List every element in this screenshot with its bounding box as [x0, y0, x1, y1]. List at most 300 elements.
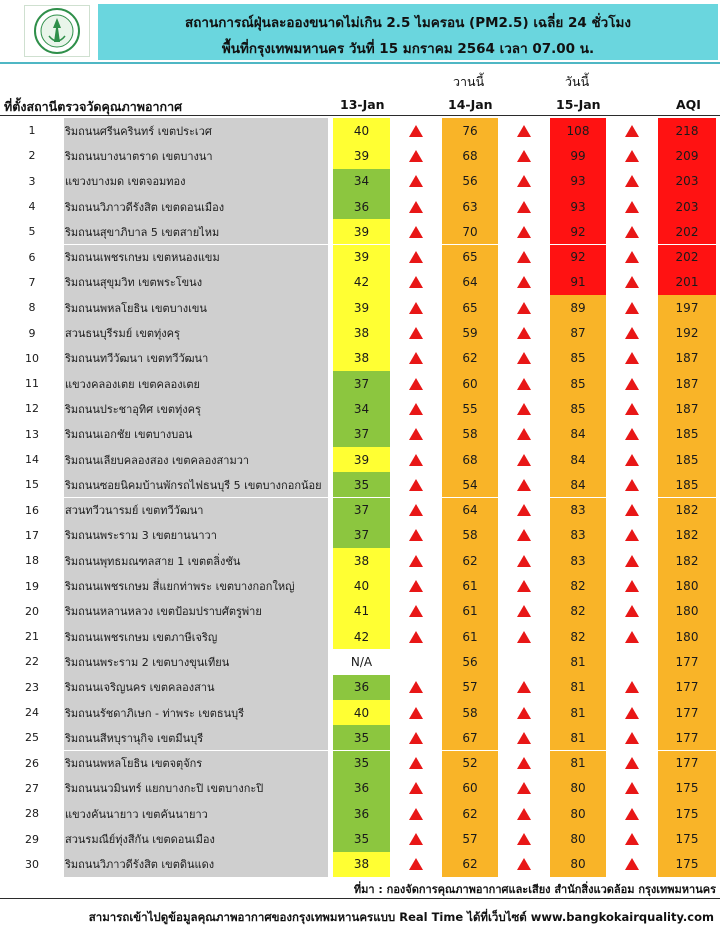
station-location: แขวงบางมด เขตจอมทอง [64, 169, 328, 194]
pm25-13-jan: 38 [333, 852, 390, 877]
triangle-up-icon [517, 555, 531, 567]
triangle-up-icon [625, 150, 639, 162]
trend-cell [390, 624, 442, 649]
aqi-value: 187 [658, 396, 716, 421]
pm25-13-jan: 37 [333, 498, 390, 523]
title-line-2: พื้นที่กรุงเทพมหานคร วันที่ 15 มกราคม 2564 เวลา 07.00 น. [221, 41, 595, 57]
trend-cell [498, 320, 550, 345]
column-header-13-jan: 13-Jan [340, 97, 385, 112]
pm25-13-jan: 35 [333, 472, 390, 497]
table-row [0, 498, 720, 523]
trend-cell [606, 295, 658, 320]
station-number: 25 [25, 731, 39, 745]
pm25-13-jan: 40 [333, 700, 390, 725]
triangle-up-icon [625, 428, 639, 440]
aqi-value: 177 [658, 649, 716, 674]
station-number: 14 [25, 453, 39, 467]
trend-cell [498, 143, 550, 168]
station-number: 1 [28, 124, 36, 138]
pm25-13-jan: 34 [333, 169, 390, 194]
trend-cell [498, 826, 550, 851]
trend-cell [606, 826, 658, 851]
trend-cell [498, 573, 550, 598]
aqi-value: 180 [658, 573, 716, 598]
pm25-15-jan: 81 [550, 649, 606, 674]
station-number: 15 [25, 478, 39, 492]
station-location: สวนธนบุรีรมย์ เขตทุ่งครุ [64, 320, 328, 345]
trend-cell [606, 219, 658, 244]
trend-cell [390, 295, 442, 320]
pm25-14-jan: 62 [442, 852, 498, 877]
triangle-up-icon [517, 757, 531, 769]
pm25-14-jan: 57 [442, 826, 498, 851]
triangle-up-icon [517, 201, 531, 213]
trend-cell [498, 725, 550, 750]
station-location: ริมถนนประชาอุทิศ เขตทุ่งครุ [64, 396, 328, 421]
station-location: ริมถนนเลียบคลองสอง เขตคลองสามวา [64, 447, 328, 472]
station-location: ริมถนนเพชรเกษม เขตภาษีเจริญ [64, 624, 328, 649]
pm25-15-jan: 108 [550, 118, 606, 143]
station-location: ริมถนนหลานหลวง เขตป้อมปราบศัตรูพ่าย [64, 599, 328, 624]
triangle-up-icon [517, 833, 531, 845]
trend-cell [390, 346, 442, 371]
triangle-up-icon [517, 605, 531, 617]
aqi-value: 182 [658, 523, 716, 548]
trend-cell [390, 675, 442, 700]
pm25-14-jan: 76 [442, 118, 498, 143]
triangle-up-icon [517, 125, 531, 137]
trend-cell [606, 624, 658, 649]
trend-cell [498, 700, 550, 725]
pm25-13-jan: N/A [333, 649, 390, 674]
triangle-up-icon [409, 403, 423, 415]
triangle-up-icon [625, 732, 639, 744]
pm25-15-jan: 80 [550, 801, 606, 826]
trend-cell [606, 523, 658, 548]
pm25-15-jan: 83 [550, 498, 606, 523]
station-number: 20 [25, 604, 39, 618]
pm25-15-jan: 85 [550, 371, 606, 396]
triangle-up-icon [625, 858, 639, 870]
triangle-up-icon [517, 580, 531, 592]
trend-cell [606, 422, 658, 447]
pm25-13-jan: 39 [333, 219, 390, 244]
trend-cell [606, 245, 658, 270]
pm25-13-jan: 42 [333, 270, 390, 295]
source-note: ที่มา : กองจัดการคุณภาพอากาศและเสียง สำนักสิ่งแวดล้อม กรุงเทพมหานคร [353, 883, 716, 896]
station-location: ริมถนนวิภาวดีรังสิต เขตดอนเมือง [64, 194, 328, 219]
aqi-value: 203 [658, 169, 716, 194]
station-location: ริมถนนพหลโยธิน เขตจตุจักร [64, 751, 328, 776]
pm25-13-jan: 36 [333, 675, 390, 700]
aqi-value: 201 [658, 270, 716, 295]
table-row [0, 219, 720, 244]
trend-cell [390, 700, 442, 725]
station-location: ริมถนนพหลโยธิน เขตบางเขน [64, 295, 328, 320]
triangle-up-icon [625, 226, 639, 238]
trend-cell [498, 270, 550, 295]
triangle-up-icon [409, 504, 423, 516]
pm25-15-jan: 83 [550, 523, 606, 548]
pm25-14-jan: 68 [442, 143, 498, 168]
trend-cell [498, 599, 550, 624]
triangle-up-icon [409, 732, 423, 744]
table-row [0, 472, 720, 497]
trend-cell [498, 624, 550, 649]
trend-cell [390, 498, 442, 523]
trend-cell [390, 801, 442, 826]
triangle-up-icon [625, 782, 639, 794]
pm25-15-jan: 82 [550, 624, 606, 649]
triangle-up-icon [625, 555, 639, 567]
pm25-14-jan: 64 [442, 498, 498, 523]
pm25-13-jan: 40 [333, 573, 390, 598]
pm25-14-jan: 61 [442, 573, 498, 598]
triangle-up-icon [625, 251, 639, 263]
trend-cell [606, 118, 658, 143]
pm25-13-jan: 34 [333, 396, 390, 421]
header [0, 0, 720, 62]
triangle-up-icon [409, 378, 423, 390]
triangle-up-icon [625, 479, 639, 491]
trend-cell [498, 801, 550, 826]
triangle-up-icon [517, 352, 531, 364]
aqi-value: 187 [658, 346, 716, 371]
station-number: 5 [28, 225, 36, 239]
pm25-13-jan: 39 [333, 295, 390, 320]
trend-cell [606, 194, 658, 219]
table-row [0, 776, 720, 801]
trend-cell [606, 396, 658, 421]
aqi-value: 182 [658, 498, 716, 523]
triangle-up-icon [409, 327, 423, 339]
aqi-value: 182 [658, 548, 716, 573]
pm25-15-jan: 92 [550, 219, 606, 244]
triangle-up-icon [625, 605, 639, 617]
pm25-14-jan: 59 [442, 320, 498, 345]
pm25-13-jan: 36 [333, 194, 390, 219]
trend-cell [606, 548, 658, 573]
aqi-value: 177 [658, 725, 716, 750]
pm25-13-jan: 42 [333, 624, 390, 649]
triangle-up-icon [625, 707, 639, 719]
station-number: 26 [25, 756, 39, 770]
trend-cell [498, 472, 550, 497]
table-row [0, 624, 720, 649]
trend-cell [390, 599, 442, 624]
triangle-up-icon [409, 580, 423, 592]
trend-cell [606, 776, 658, 801]
station-number: 29 [25, 832, 39, 846]
triangle-up-icon [625, 681, 639, 693]
aqi-value: 185 [658, 422, 716, 447]
triangle-up-icon [625, 327, 639, 339]
station-location: ริมถนนเพชรเกษม สี่แยกท่าพระ เขตบางกอกใหญ่ [64, 573, 328, 598]
triangle-up-icon [409, 681, 423, 693]
triangle-up-icon [625, 529, 639, 541]
pm25-15-jan: 99 [550, 143, 606, 168]
triangle-up-icon [625, 302, 639, 314]
trend-cell [498, 649, 550, 674]
aqi-value: 185 [658, 447, 716, 472]
trend-cell [498, 219, 550, 244]
pm25-14-jan: 57 [442, 675, 498, 700]
column-header-row [0, 92, 720, 116]
trend-cell [390, 548, 442, 573]
trend-cell [606, 472, 658, 497]
pm25-15-jan: 82 [550, 599, 606, 624]
triangle-up-icon [517, 302, 531, 314]
triangle-up-icon [409, 428, 423, 440]
trend-cell [606, 270, 658, 295]
pm25-13-jan: 35 [333, 826, 390, 851]
trend-cell [390, 523, 442, 548]
aqi-value: 180 [658, 599, 716, 624]
triangle-up-icon [409, 201, 423, 213]
pm25-15-jan: 91 [550, 270, 606, 295]
trend-cell [498, 498, 550, 523]
station-number: 17 [25, 528, 39, 542]
aqi-value: 177 [658, 675, 716, 700]
station-number: 11 [25, 377, 39, 391]
pm25-15-jan: 89 [550, 295, 606, 320]
pm25-14-jan: 56 [442, 169, 498, 194]
triangle-up-icon [409, 479, 423, 491]
trend-cell [498, 422, 550, 447]
triangle-up-icon [409, 833, 423, 845]
table-row [0, 422, 720, 447]
trend-cell [390, 447, 442, 472]
aqi-value: 187 [658, 371, 716, 396]
trend-cell [390, 219, 442, 244]
triangle-up-icon [517, 707, 531, 719]
table-row [0, 548, 720, 573]
station-location: ริมถนนพุทธมณฑลสาย 1 เขตตลิ่งชัน [64, 548, 328, 573]
aqi-value: 218 [658, 118, 716, 143]
triangle-up-icon [409, 125, 423, 137]
pm25-13-jan: 38 [333, 320, 390, 345]
triangle-up-icon [409, 605, 423, 617]
pm25-15-jan: 80 [550, 852, 606, 877]
table-row [0, 143, 720, 168]
pm25-15-jan: 85 [550, 346, 606, 371]
triangle-up-icon [409, 226, 423, 238]
triangle-up-icon [409, 454, 423, 466]
station-number: 7 [28, 275, 36, 289]
triangle-up-icon [625, 201, 639, 213]
pm25-15-jan: 82 [550, 573, 606, 598]
table-row [0, 700, 720, 725]
triangle-up-icon [625, 125, 639, 137]
pm25-14-jan: 55 [442, 396, 498, 421]
table-row [0, 573, 720, 598]
realtime-note: สามารถเข้าไปดูข้อมูลคุณภาพอากาศของกรุงเทพมหานครแบบ Real Time ได้ที่เว็บไซต์ www.bangkokairquality.com [88, 910, 714, 924]
aqi-value: 177 [658, 700, 716, 725]
trend-cell [498, 852, 550, 877]
station-location: ริมถนนพระราม 3 เขตยานนาวา [64, 523, 328, 548]
triangle-up-icon [625, 504, 639, 516]
footer-divider [0, 898, 720, 899]
trend-cell [498, 548, 550, 573]
trend-cell [498, 675, 550, 700]
aqi-value: 175 [658, 852, 716, 877]
bangkok-seal-icon [24, 5, 90, 57]
trend-cell [390, 118, 442, 143]
triangle-up-icon [409, 251, 423, 263]
table-row [0, 675, 720, 700]
trend-cell [498, 346, 550, 371]
trend-cell [606, 675, 658, 700]
station-number: 2 [28, 149, 36, 163]
station-location: แขวงคันนายาว เขตคันนายาว [64, 801, 328, 826]
pm25-14-jan: 62 [442, 801, 498, 826]
triangle-up-icon [409, 352, 423, 364]
pm25-13-jan: 36 [333, 776, 390, 801]
triangle-up-icon [625, 352, 639, 364]
pm25-14-jan: 52 [442, 751, 498, 776]
table-row [0, 523, 720, 548]
table-row [0, 725, 720, 750]
triangle-up-icon [517, 428, 531, 440]
table-row [0, 801, 720, 826]
table-row [0, 447, 720, 472]
pm25-15-jan: 81 [550, 725, 606, 750]
triangle-up-icon [517, 808, 531, 820]
trend-cell [606, 573, 658, 598]
pm25-13-jan: 40 [333, 118, 390, 143]
trend-cell [606, 346, 658, 371]
trend-cell [498, 245, 550, 270]
triangle-up-icon [625, 833, 639, 845]
trend-cell [606, 700, 658, 725]
trend-cell [498, 118, 550, 143]
table-row [0, 320, 720, 345]
triangle-up-icon [517, 454, 531, 466]
trend-cell [390, 371, 442, 396]
trend-cell [390, 143, 442, 168]
station-number: 16 [25, 503, 39, 517]
station-location: ริมถนนพระราม 2 เขตบางขุนเทียน [64, 649, 328, 674]
trend-cell [606, 801, 658, 826]
pm25-13-jan: 38 [333, 548, 390, 573]
trend-cell [606, 852, 658, 877]
table-row [0, 270, 720, 295]
triangle-up-icon [409, 757, 423, 769]
trend-cell [390, 169, 442, 194]
station-location: ริมถนนสุขาภิบาล 5 เขตสายไหม [64, 219, 328, 244]
title-line-1: สถานการณ์ฝุ่นละอองขนาดไม่เกิน 2.5 ไมครอน (PM2.5) เฉลี่ย 24 ชั่วโมง [184, 15, 631, 31]
triangle-up-icon [517, 378, 531, 390]
triangle-up-icon [409, 631, 423, 643]
table-row [0, 346, 720, 371]
station-location: ริมถนนเพชรเกษม เขตหนองแขม [64, 245, 328, 270]
trend-cell [498, 295, 550, 320]
station-number: 9 [28, 326, 36, 340]
title-banner [98, 4, 718, 60]
station-location: ริมถนนบางนาตราด เขตบางนา [64, 143, 328, 168]
station-location: ริมถนนนวมินทร์ แยกบางกะปิ เขตบางกะปิ [64, 776, 328, 801]
trend-cell [390, 852, 442, 877]
trend-cell [606, 169, 658, 194]
pm25-14-jan: 70 [442, 219, 498, 244]
station-number: 10 [25, 351, 39, 365]
pm25-15-jan: 87 [550, 320, 606, 345]
triangle-up-icon [409, 175, 423, 187]
trend-cell [498, 447, 550, 472]
pm25-13-jan: 41 [333, 599, 390, 624]
triangle-up-icon [409, 276, 423, 288]
station-number: 8 [28, 301, 36, 315]
pm25-14-jan: 58 [442, 700, 498, 725]
trend-cell [390, 649, 442, 674]
station-number: 12 [25, 402, 39, 416]
trend-cell [606, 751, 658, 776]
trend-cell [606, 371, 658, 396]
trend-cell [390, 751, 442, 776]
pm25-14-jan: 63 [442, 194, 498, 219]
station-location: ริมถนนรัชดาภิเษก - ท่าพระ เขตธนบุรี [64, 700, 328, 725]
pm25-15-jan: 84 [550, 422, 606, 447]
triangle-up-icon [625, 580, 639, 592]
triangle-up-icon [625, 808, 639, 820]
station-location: ริมถนนเจริญนคร เขตคลองสาน [64, 675, 328, 700]
pm25-14-jan: 62 [442, 346, 498, 371]
table-row [0, 649, 720, 674]
column-header-15-jan: 15-Jan [556, 97, 601, 112]
triangle-up-icon [409, 707, 423, 719]
pm25-14-jan: 68 [442, 447, 498, 472]
station-location: สวนรมณีย์ทุ่งสีกัน เขตดอนเมือง [64, 826, 328, 851]
table-row [0, 826, 720, 851]
trend-cell [390, 396, 442, 421]
table-row [0, 169, 720, 194]
station-location: ริมถนนทวีวัฒนา เขตทวีวัฒนา [64, 346, 328, 371]
table-row [0, 396, 720, 421]
trend-cell [390, 194, 442, 219]
table-row [0, 852, 720, 877]
triangle-up-icon [517, 251, 531, 263]
triangle-up-icon [517, 504, 531, 516]
pm25-13-jan: 36 [333, 801, 390, 826]
triangle-up-icon [517, 276, 531, 288]
triangle-up-icon [409, 782, 423, 794]
station-number: 13 [25, 427, 39, 441]
column-header-aqi: AQI [676, 97, 701, 112]
triangle-up-icon [517, 782, 531, 794]
trend-cell [390, 270, 442, 295]
triangle-up-icon [409, 302, 423, 314]
aqi-value: 192 [658, 320, 716, 345]
pm25-14-jan: 64 [442, 270, 498, 295]
pm25-15-jan: 83 [550, 548, 606, 573]
pm25-13-jan: 37 [333, 523, 390, 548]
station-number: 19 [25, 579, 39, 593]
pm25-13-jan: 38 [333, 346, 390, 371]
station-number: 22 [25, 655, 39, 669]
pm25-13-jan: 35 [333, 751, 390, 776]
triangle-up-icon [517, 529, 531, 541]
trend-cell [606, 143, 658, 168]
pm25-15-jan: 85 [550, 396, 606, 421]
pm25-14-jan: 60 [442, 371, 498, 396]
triangle-up-icon [409, 808, 423, 820]
column-header-14-jan: 14-Jan [448, 97, 493, 112]
aqi-value: 197 [658, 295, 716, 320]
trend-cell [606, 649, 658, 674]
table-row [0, 295, 720, 320]
station-location: แขวงคลองเตย เขตคลองเตย [64, 371, 328, 396]
pm25-15-jan: 81 [550, 700, 606, 725]
